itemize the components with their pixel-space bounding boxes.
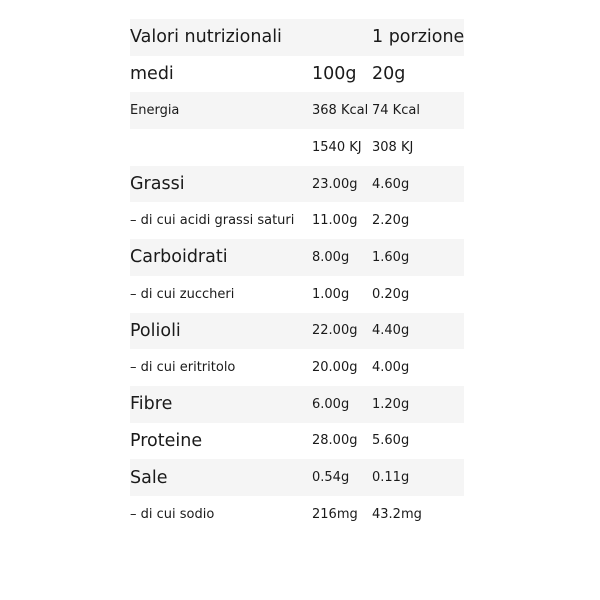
- row-label: Sale: [130, 467, 168, 488]
- value-portion: 0.11g: [372, 470, 410, 486]
- table-row: [130, 496, 464, 533]
- per-100g-header: 100g: [312, 64, 357, 85]
- value-100g: 1.00g: [312, 286, 350, 302]
- value-100g: 20.00g: [312, 360, 358, 376]
- value-portion: 4.40g: [372, 323, 410, 339]
- value-100g: 22.00g: [312, 323, 358, 339]
- table-title: Valori nutrizionali: [130, 27, 282, 48]
- table-row: [130, 92, 464, 129]
- table-row: [130, 386, 464, 423]
- value-100g: 6.00g: [312, 396, 350, 412]
- row-label: Carboidrati: [130, 247, 228, 268]
- row-label: Energia: [130, 103, 180, 119]
- table-row: [130, 239, 464, 276]
- value-100g: 8.00g: [312, 249, 350, 265]
- value-100g: 0.54g: [312, 470, 350, 486]
- value-100g: 216mg: [312, 506, 358, 522]
- table-row: [130, 166, 464, 203]
- row-label: – di cui eritritolo: [130, 360, 236, 376]
- nutrition-table: [130, 19, 464, 533]
- value-100g: 28.00g: [312, 433, 358, 449]
- table-row: [130, 459, 464, 496]
- row-label: Fibre: [130, 394, 173, 415]
- table-row: [130, 276, 464, 313]
- per-portion-header: 20g: [372, 64, 406, 85]
- header-row: [130, 19, 464, 56]
- row-label: Grassi: [130, 174, 185, 195]
- subheader-row: [130, 56, 464, 93]
- value-100g: 11.00g: [312, 213, 358, 229]
- table-row: [130, 423, 464, 460]
- portion-header: 1 porzione: [372, 27, 465, 48]
- value-100g: 368 Kcal: [312, 103, 369, 119]
- row-label: Polioli: [130, 320, 181, 341]
- table-row: [130, 202, 464, 239]
- value-portion: 308 KJ: [372, 139, 414, 155]
- value-100g: 1540 KJ: [312, 139, 362, 155]
- value-portion: 1.60g: [372, 249, 410, 265]
- value-portion: 1.20g: [372, 396, 410, 412]
- row-label: – di cui zuccheri: [130, 286, 235, 302]
- row-label: – di cui sodio: [130, 506, 215, 522]
- table-row: [130, 313, 464, 350]
- row-label: – di cui acidi grassi saturi: [130, 213, 295, 229]
- subtitle: medi: [130, 64, 174, 85]
- value-portion: 4.60g: [372, 176, 410, 192]
- table-row: [130, 349, 464, 386]
- value-portion: 4.00g: [372, 360, 410, 376]
- value-portion: 74 Kcal: [372, 103, 420, 119]
- value-portion: 0.20g: [372, 286, 410, 302]
- value-portion: 43.2mg: [372, 506, 422, 522]
- value-100g: 23.00g: [312, 176, 358, 192]
- row-label: Proteine: [130, 430, 203, 451]
- table-row: [130, 129, 464, 166]
- value-portion: 5.60g: [372, 433, 410, 449]
- value-portion: 2.20g: [372, 213, 410, 229]
